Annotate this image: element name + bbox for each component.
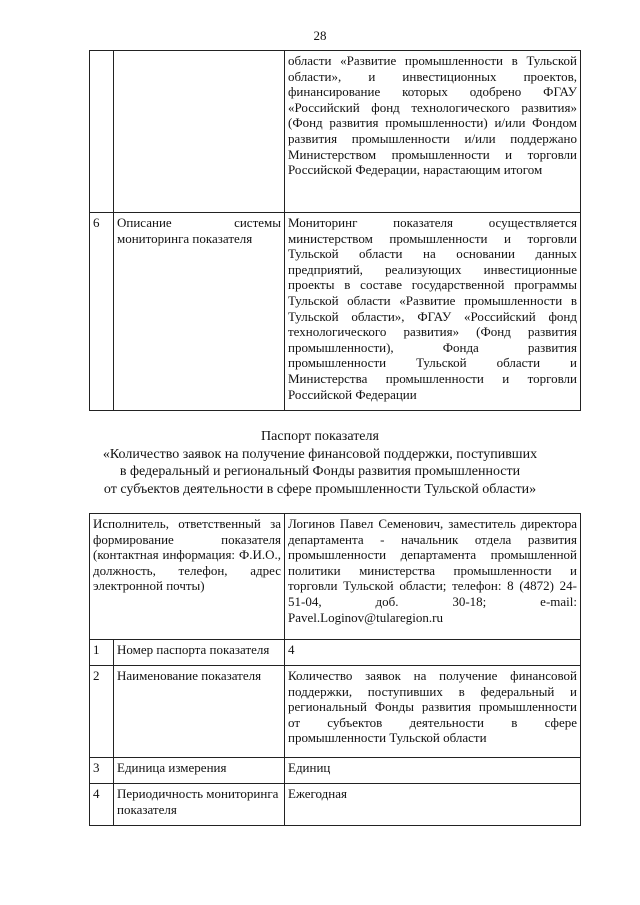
executor-label: Исполнитель, ответственный за формирование показателя (контактная информация: Ф.И.О., должность, телефон, адрес электронной почты) [90,514,285,640]
passport-table [89,513,581,826]
table-row [90,514,581,640]
row-label: Периодичность мониторинга показателя [114,784,285,826]
row-value: Ежегодная [285,784,581,826]
passport-title: Паспорт показателя [261,429,379,444]
page-number: 28 [313,28,327,43]
passport-subtitle-line: «Количество заявок на получение финансовой поддержки, поступивших [102,446,538,462]
table-row [90,784,581,826]
passport-subtitle-line: в федеральный и региональный Фонды развития промышленности [119,464,521,479]
row-number: 1 [90,640,114,666]
row-number: 4 [90,784,114,826]
indicator-table-continued [89,50,581,411]
executor-value: Логинов Павел Семенович, заместитель директора департамента - начальник отдела развития промышленности департамента промышленной политики министерства промышленности и торговли Тульской области; телефон: 8 (4872) 24-51-04, доб. 30-18; e-mail: Pavel.Loginov@tularegion.ru [285,514,581,640]
row-value: Мониторинг показателя осуществляется министерством промышленности и торговли Тульской области на основании данных предприятий, реализующих инвестиционные проекты в составе государственной программы Тульской области «Развитие промышленности в Тульской области», ФГАУ «Российский фонд технологического развития» (Фонд развития промышленности), Фонда развития промышленности Тульской области и Министерства промышленности и торговли Российской Федерации [285,213,581,411]
table-row [90,51,581,213]
row-label [114,51,285,213]
row-value: области «Развитие промышленности в Тульской области», и инвестиционных проектов, финансирование которых одобрено ФГАУ «Российский фонд технологического развития» (Фонд развития промышленности) и/или Фондом развития промышленности и/или поддержано Министерством промышленности и торговли Российской Федерации, нарастающим итогом [285,51,581,213]
row-number: 3 [90,758,114,784]
row-number: 6 [90,213,114,411]
table-row [90,666,581,758]
row-label: Номер паспорта показателя [114,640,285,666]
table-row [90,213,581,411]
passport-heading [0,428,640,498]
table-row [90,640,581,666]
row-value: 4 [285,640,581,666]
table-row [90,758,581,784]
passport-subtitle-line: от субъектов деятельности в сфере промышленности Тульской области» [103,481,537,497]
row-number [90,51,114,213]
row-label: Описание системы мониторинга показателя [114,213,285,411]
row-value: Количество заявок на получение финансовой поддержки, поступивших в федеральный и региональный Фонды развития промышленности от субъектов деятельности в сфере промышленности Тульской области [285,666,581,758]
row-label: Наименование показателя [114,666,285,758]
row-value: Единиц [285,758,581,784]
row-number: 2 [90,666,114,758]
row-label: Единица измерения [114,758,285,784]
